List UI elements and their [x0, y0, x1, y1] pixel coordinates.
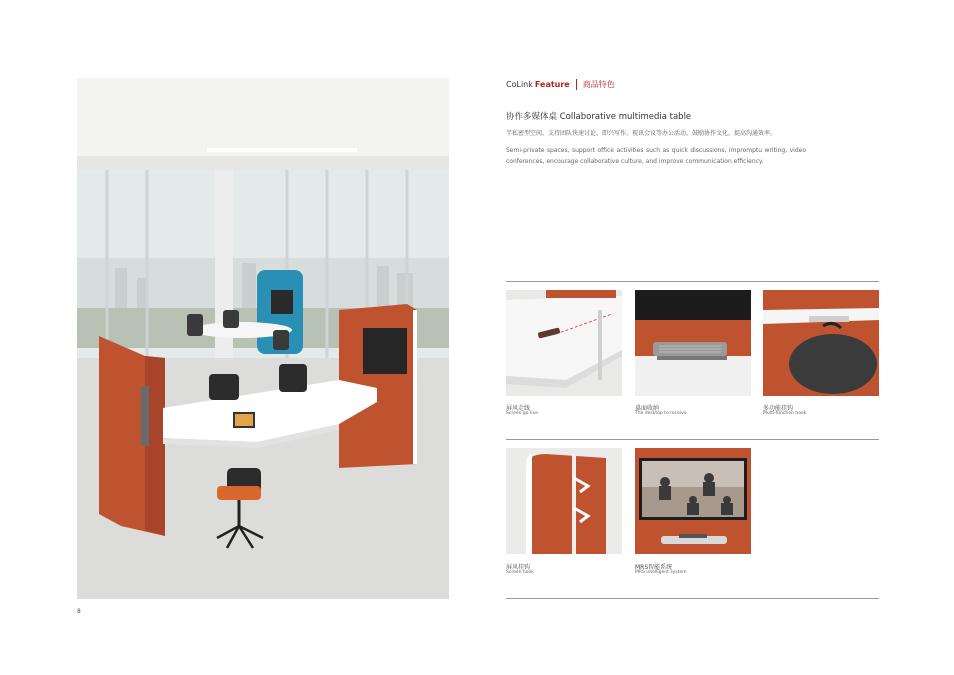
brand-section: Feature	[534, 80, 570, 89]
office-scene-illustration	[77, 78, 449, 599]
divider-top	[506, 281, 879, 282]
hero-office-photo	[77, 78, 449, 599]
feature-caption-cn: 屏风挂钩	[506, 564, 531, 571]
feature-image-screen-hook	[506, 448, 622, 554]
brand-divider	[576, 79, 577, 90]
feature-caption-en: Multi-function hook	[763, 411, 807, 416]
feature-caption-en: The desktop to receive	[635, 411, 687, 416]
feature-image-desktop-receive	[635, 290, 751, 396]
description-cn: 半私密型空间，支持团队快速讨论、即兴写作、视讯会议等办公活动，鼓励协作文化，提高沟通效率。	[506, 130, 777, 137]
feature-image-mrs-intelligent-system	[635, 448, 751, 554]
divider-middle	[506, 439, 879, 440]
page-number: 8	[77, 608, 81, 615]
brand-header	[506, 79, 615, 90]
feature-caption-cn: 屏风走线	[506, 405, 531, 412]
section-title: 协作多媒体桌 Collaborative multimedia table	[506, 112, 692, 122]
brand-section-cn: 商品特色	[582, 80, 615, 89]
description-en: Semi-private spaces, support office activities such as quick discussions, impromptu writing, video conferences, encourage collaborative culture, and improve communication efficiency.	[506, 147, 806, 165]
feature-image-screen-go-line	[506, 290, 622, 396]
feature-caption-cn: 桌面收纳	[635, 405, 660, 412]
divider-bottom	[506, 598, 879, 599]
feature-caption-en: Screen hook	[506, 570, 534, 575]
feature-caption-cn: MRS智能系统	[635, 564, 673, 571]
brand-name: CoLink	[506, 80, 533, 89]
feature-caption-en: MRS intelligent system	[635, 570, 687, 575]
feature-image-multi-function-hook	[763, 290, 879, 396]
feature-caption-cn: 多功能挂钩	[763, 405, 794, 412]
feature-caption-en: Screen go line	[506, 411, 539, 416]
